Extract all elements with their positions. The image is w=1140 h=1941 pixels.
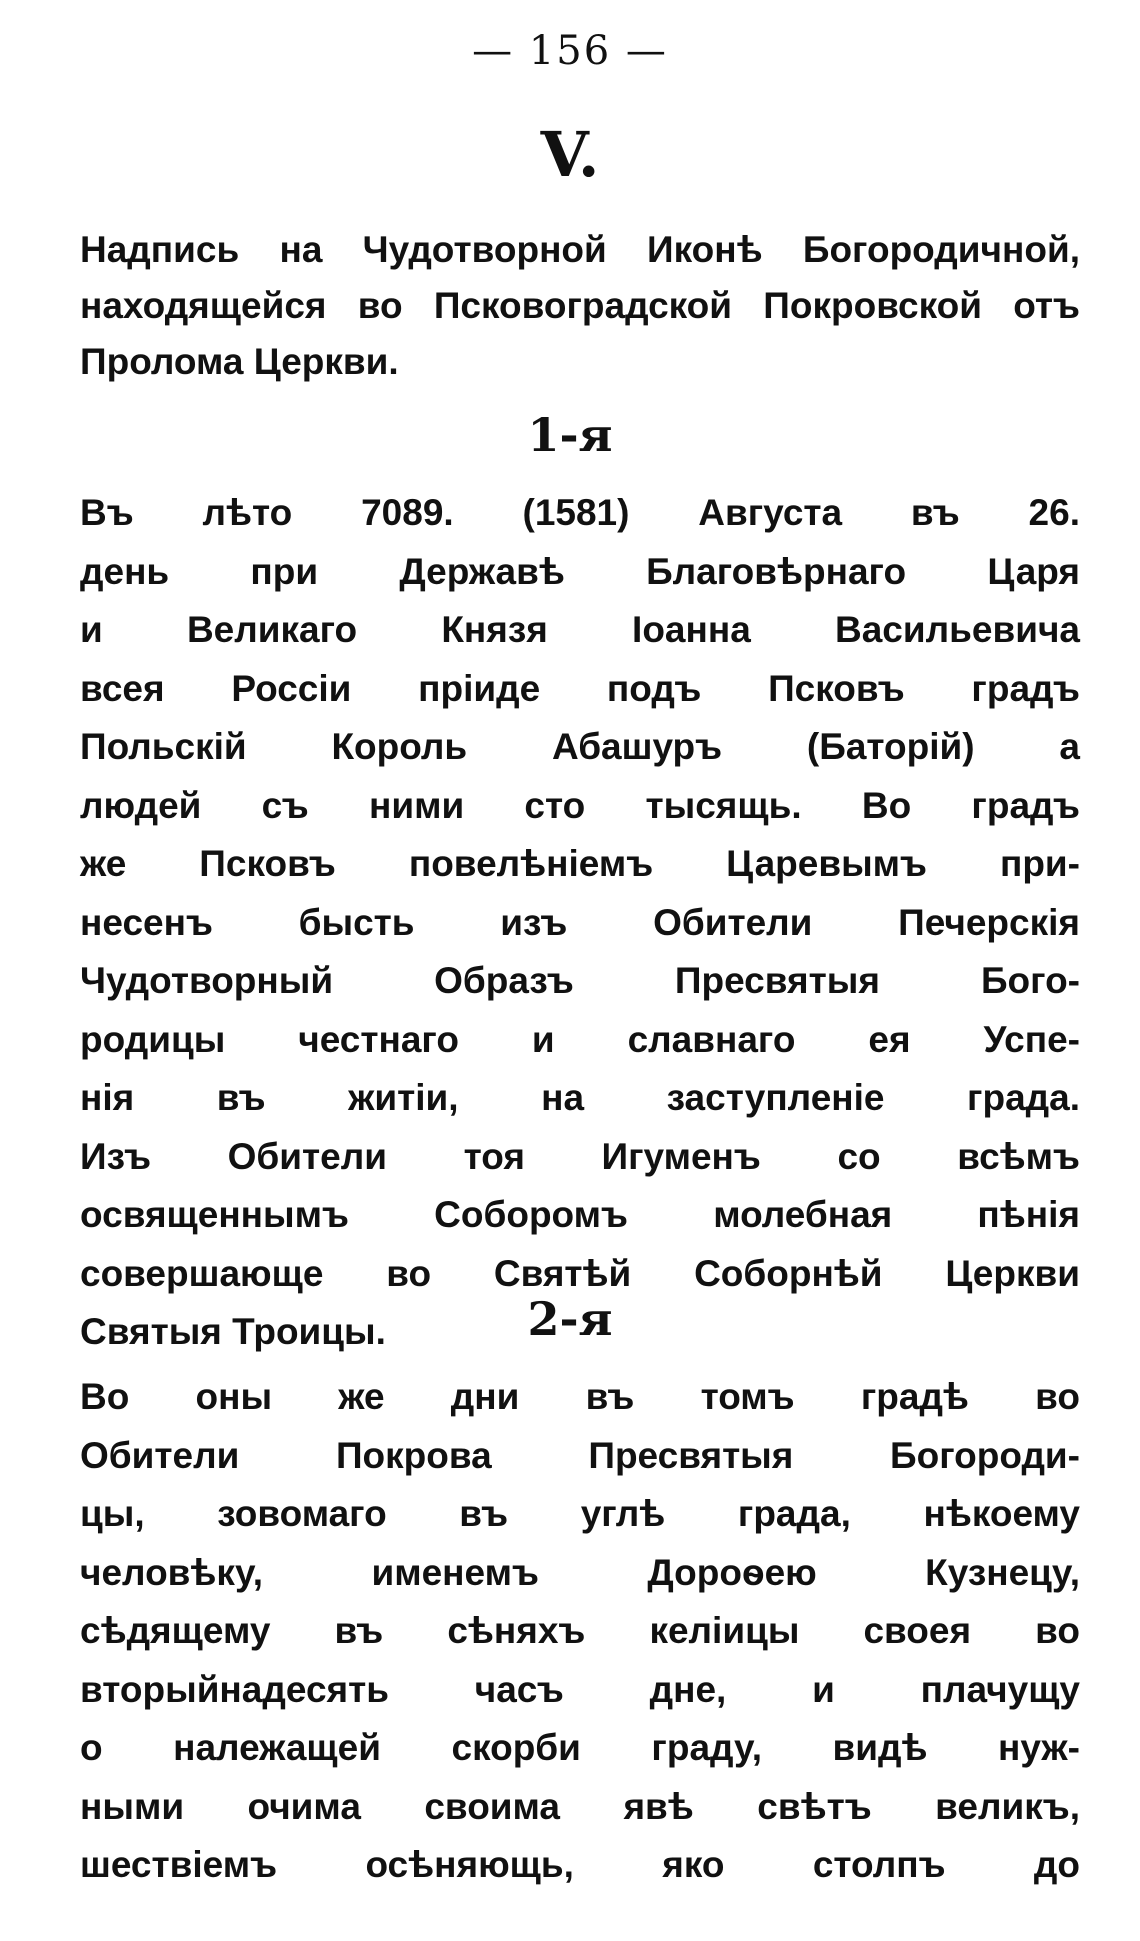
inscription-title: Надпись на Чудотворной Иконѣ Богородичной, находящейся во Псковоградской Покровской отъ Пролома Церкви. xyxy=(80,229,1080,382)
text-line: Польскій Король Абашуръ (Баторій) а xyxy=(80,726,1080,767)
text-line: же Псковъ повелѣніемъ Царевымъ при- xyxy=(80,843,1080,884)
text-line: совершающе во Святѣй Соборнѣй Церкви xyxy=(80,1252,1080,1294)
text-line: ными очима своима явѣ свѣтъ великъ, xyxy=(80,1785,1080,1827)
text-line: нія въ житіи, на заступленіе града. xyxy=(80,1077,1080,1118)
text-line: всея Россіи пріиде подъ Псковъ градъ xyxy=(80,667,1080,709)
text-line: несенъ бысть изъ Обители Печерскія xyxy=(80,901,1080,943)
text-line: сѣдящему въ сѣняхъ келіицы своея во xyxy=(80,1610,1080,1651)
text-line: человѣку, именемъ Дороѳею Кузнецу, xyxy=(80,1551,1080,1593)
text-line: Святыя Троицы. xyxy=(80,1311,386,1352)
text-line: и Великаго Князя Іоанна Васильевича xyxy=(80,609,1080,650)
inscription-heading-2: 2-я xyxy=(527,1292,613,1346)
text-line: Изъ Обители тоя Игуменъ со всѣмъ xyxy=(80,1135,1080,1177)
text-line: родицы честнаго и славнаго ея Успе- xyxy=(80,1018,1080,1060)
text-line: день при Державѣ Благовѣрнаго Царя xyxy=(80,550,1080,592)
text-line: о належащей скорби граду, видѣ нуж- xyxy=(80,1727,1080,1768)
text-line: Обители Покрова Пресвятыя Богороди- xyxy=(80,1434,1080,1476)
text-line: вторыйнадесять часъ дне, и плачущу xyxy=(80,1668,1080,1710)
text-line: Чудотворный Образъ Пресвятыя Бого- xyxy=(80,960,1080,1001)
text-line: цы, зовомаго въ углѣ града, нѣкоему xyxy=(80,1493,1080,1534)
text-line: Въ лѣто 7089. (1581) Августа въ 26. xyxy=(80,492,1080,533)
text-line: шествіемъ осѣняющь, яко столпъ до xyxy=(80,1844,1080,1885)
inscription-heading-1: 1-я xyxy=(527,408,613,462)
page-number: — 156 — xyxy=(472,28,668,74)
section-numeral: V. xyxy=(540,118,600,191)
text-line: освященнымъ Соборомъ молебная пѣнія xyxy=(80,1194,1080,1235)
text-line: людей съ ними сто тысящь. Во градъ xyxy=(80,784,1080,826)
inscription-text-1 xyxy=(80,484,1080,1362)
text-line: Во оны же дни въ томъ градѣ во xyxy=(80,1376,1080,1417)
inscription-text-2 xyxy=(80,1368,1080,1895)
